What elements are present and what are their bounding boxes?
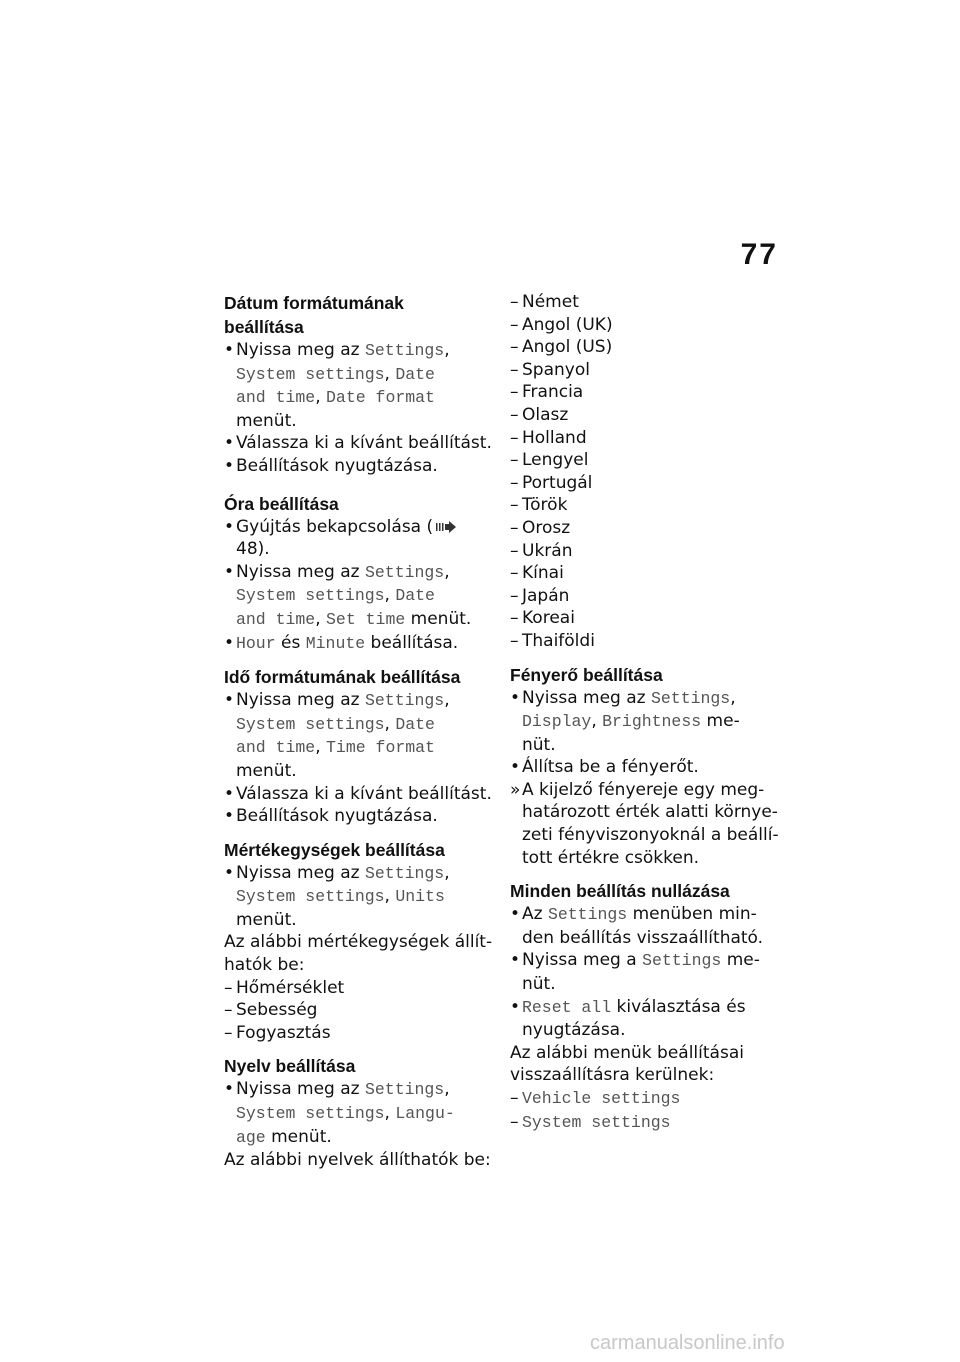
list-item: • Nyissa meg az Settings, System settings, Date and time, Date format menüt. (224, 340, 450, 431)
heading-date-format: Dátum formátumának beállítása (224, 293, 404, 337)
heading-language: Nyelv beállítása (224, 1056, 356, 1077)
bullet-icon: • (224, 806, 235, 827)
page-reference-arrow-icon (435, 521, 457, 533)
bullet-icon: • (224, 632, 235, 653)
watermark: carmanualsonline.info (590, 1332, 785, 1354)
heading-time-format: Idő formátumának beállítása (224, 667, 461, 688)
section-units (224, 838, 494, 1045)
bullet-icon: • (510, 687, 521, 708)
language-list-item: – Japán (510, 585, 570, 606)
section-clock (224, 492, 494, 656)
list-item: • Nyissa meg az Settings, Display, Brightness me- nüt. (510, 687, 740, 755)
language-list-item: – Orosz (510, 517, 571, 538)
result-arrow-icon: » (510, 779, 521, 800)
language-list-item: – Portugál (510, 472, 593, 493)
bullet-icon: • (224, 783, 235, 804)
bullet-icon: • (224, 862, 235, 883)
list-item: • Válassza ki a kívánt beállítást. (224, 783, 492, 804)
paragraph: Az alábbi mértékegységek állít- hatók be: (224, 932, 493, 976)
list-item: – System settings (510, 1111, 671, 1132)
bullet-icon: • (224, 516, 235, 537)
section-language (224, 1054, 494, 1171)
list-item: • Az Settings menüben min- den beállítás visszaállítható. (510, 904, 764, 948)
result-item: » A kijelző fényereje egy meg- határozott érték alatti környe- zeti fényviszonyoknál a beállí- tott értékre csökken. (510, 779, 779, 868)
bullet-icon: • (224, 433, 235, 454)
language-list-item: – Lengyel (510, 450, 589, 471)
list-item: – Sebesség (224, 1000, 318, 1021)
language-list-item: – Török (510, 495, 568, 516)
list-item: • Nyissa meg az Settings, System settings, Langu- age menüt. (224, 1079, 455, 1147)
list-item: • Reset all kiválasztása és nyugtázása. (510, 996, 746, 1041)
language-list-item: – Angol (UK) (510, 314, 613, 335)
paragraph: Az alábbi nyelvek állíthatók be: (224, 1150, 491, 1171)
section-date-format (224, 291, 494, 478)
left-column (224, 291, 494, 1182)
heading-clock: Óra beállítása (224, 493, 339, 514)
language-list-item: – Holland (510, 427, 587, 448)
language-list-item: – Ukrán (510, 540, 573, 561)
list-item: • Hour és Minute beállítása. (224, 632, 459, 653)
bullet-icon: • (224, 340, 235, 360)
heading-reset: Minden beállítás nullázása (510, 881, 730, 902)
heading-units: Mértékegységek beállítása (224, 839, 445, 860)
language-list-item: – Kínai (510, 563, 564, 584)
paragraph: Az alábbi menük beállításai visszaállításra kerülnek: (510, 1042, 744, 1086)
language-list-item: – Olasz (510, 404, 569, 425)
right-column (510, 291, 780, 1144)
language-list-item: – Német (510, 292, 579, 312)
list-item: • Állítsa be a fényerőt. (510, 757, 699, 778)
list-item: • Nyissa meg az Settings, System settings, Date and time, Time format menüt. (224, 690, 450, 781)
list-item: • Nyissa meg a Settings me- nüt. (510, 950, 760, 995)
language-list-item: – Angol (US) (510, 337, 613, 358)
language-list (510, 291, 780, 653)
language-list-item: – Koreai (510, 608, 575, 629)
list-item: • Válassza ki a kívánt beállítást. (224, 433, 492, 454)
section-time-format (224, 665, 494, 828)
bullet-icon: • (224, 690, 235, 711)
language-list-item: – Thaiföldi (510, 630, 595, 651)
bullet-icon: • (224, 1079, 235, 1100)
list-item: – Vehicle settings (510, 1088, 681, 1108)
bullet-icon: • (510, 904, 521, 925)
list-item: • Beállítások nyugtázása. (224, 806, 438, 827)
list-item: • Nyissa meg az Settings, System settings, Units menüt. (224, 862, 450, 930)
list-item: – Hőmérséklet (224, 977, 345, 998)
list-item: • Nyissa meg az Settings, System settings, Date and time, Set time menüt. (224, 561, 472, 629)
bullet-icon: • (510, 996, 521, 1017)
heading-brightness: Fényerő beállítása (510, 664, 663, 685)
bullet-icon: • (510, 757, 521, 778)
bullet-icon: • (224, 561, 235, 582)
section-reset (510, 879, 780, 1134)
list-item: – Fogyasztás (224, 1022, 331, 1043)
language-list-item: – Spanyol (510, 359, 590, 380)
bullet-icon: • (510, 950, 521, 971)
section-brightness (510, 663, 780, 870)
list-item: • Gyújtás bekapcsolása ( 48). (224, 516, 494, 561)
page-number: 77 (740, 238, 778, 271)
language-list-item: – Francia (510, 382, 584, 403)
list-item: • Beállítások nyugtázása. (224, 455, 438, 476)
bullet-icon: • (224, 455, 235, 476)
